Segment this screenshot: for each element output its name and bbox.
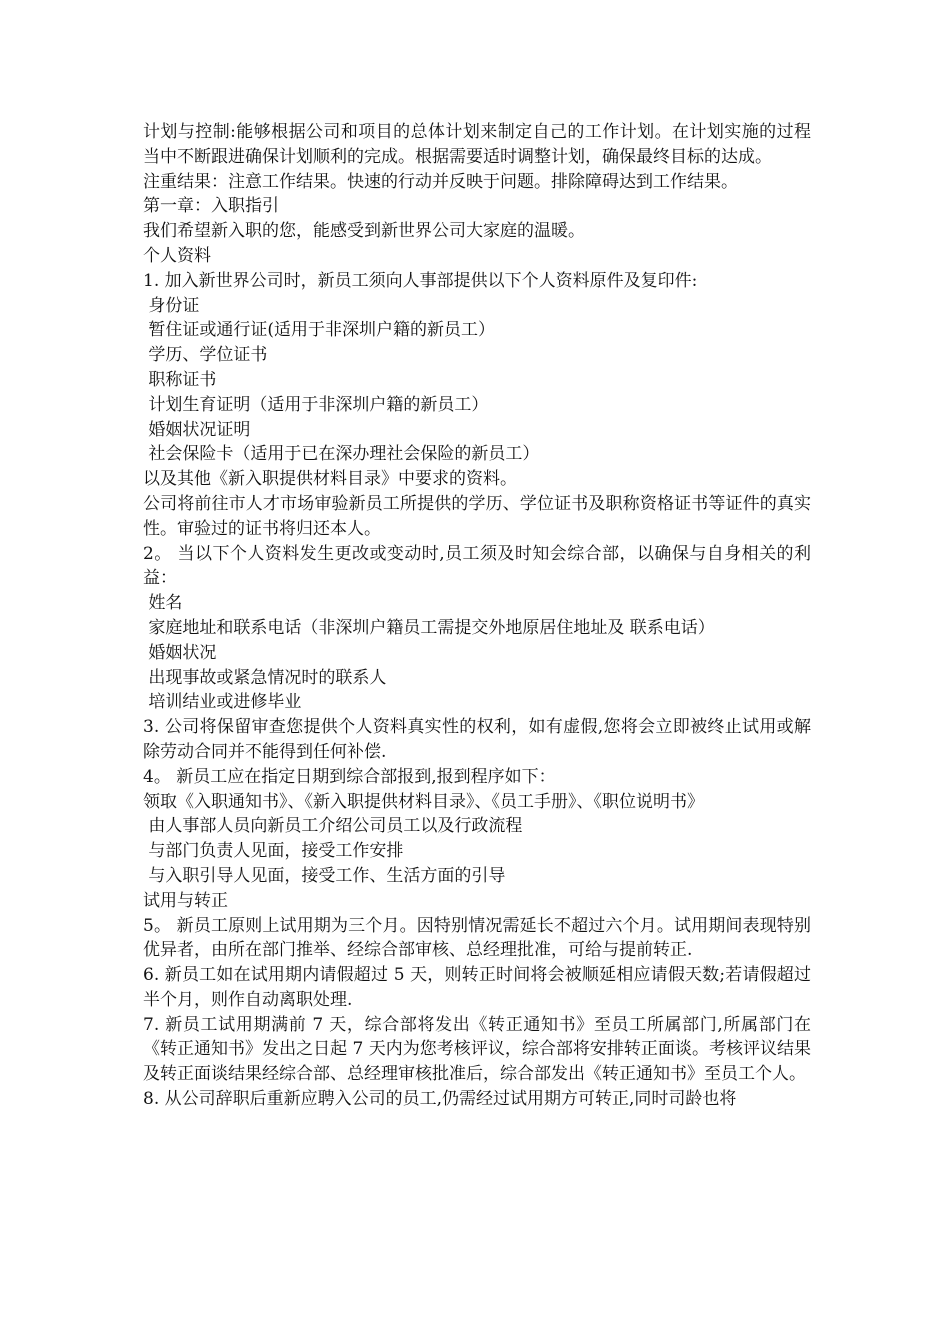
list-item: 家庭地址和联系电话（非深圳户籍员工需提交外地原居住地址及 联系电话） [143,617,715,638]
item-1: 1. 加入新世界公司时，新员工须向人事部提供以下个人资料原件及复印件: [143,270,698,291]
item-5: 5。 新员工原则上试用期为三个月。因特别情况需延长不超过六个月。试用期间表现特别优异者，由所在部门推举、经综合部审核、总经理批准，可给与提前转正. [143,915,811,961]
list-item: 领取《入职通知书》、《新入职提供材料目录》、《员工手册》、《职位说明书》 [143,791,704,812]
welcome-text: 我们希望新入职的您，能感受到新世界公司大家庭的温暖。 [143,221,585,242]
list-item: 与部门负责人见面，接受工作安排 [143,841,404,862]
list-item: 与入职引导人见面，接受工作、生活方面的引导 [143,865,506,886]
list-item: 姓名 [143,593,183,614]
document-page [143,120,811,1112]
list-item: 身份证 [143,295,200,316]
list-item: 社会保险卡（适用于已在深办理社会保险的新员工） [143,444,540,465]
chapter-heading: 第一章：入职指引 [143,196,279,217]
list-item: 职称证书 [143,369,217,390]
list-item: 计划生育证明（适用于非深圳户籍的新员工） [143,394,489,415]
list-item: 出现事故或紧急情况时的联系人 [143,667,387,688]
list-item: 暂住证或通行证(适用于非深圳户籍的新员工） [143,320,496,341]
section-heading-personal-info: 个人资料 [143,245,211,266]
item-3: 3. 公司将保留审查您提供个人资料真实性的权利，如有虚假,您将会立即被终止试用或解除劳动合同并不能得到任何补偿. [143,717,811,762]
list-item: 由人事部人员向新员工介绍公司员工以及行政流程 [143,816,523,837]
list-item: 婚姻状况证明 [143,419,251,440]
list-item: 婚姻状况 [143,642,217,663]
verification-paragraph: 公司将前往市人才市场审验新员工所提供的学历、学位证书及职称资格证书等证件的真实性。审验过的证书将归还本人。 [143,493,811,539]
item-7: 7. 新员工试用期满前 7 天，综合部将发出《转正通知书》至员工所属部门,所属部门在《转正通知书》发出之日起 7 天内为您考核评议，综合部将安排转正面谈。考核评议结果及转正面谈结果经综合部、总经理审核批准后，综合部发出《转正通知书》至员工个人。 [143,1014,811,1085]
paragraph-focus-results: 注重结果：注意工作结果。快速的行动并反映于问题。排除障碍达到工作结果。 [143,171,738,192]
item-4: 4。 新员工应在指定日期到综合部报到,报到程序如下： [143,766,556,787]
section-heading-probation: 试用与转正 [143,890,228,911]
item-8: 8. 从公司辞职后重新应聘入公司的员工,仍需经过试用期方可转正,同时司龄也将 [143,1089,737,1110]
item-2: 2。 当以下个人资料发生更改或变动时,员工须及时知会综合部，以确保与自身相关的利益： [143,543,811,589]
item-6: 6. 新员工如在试用期内请假超过 5 天，则转正时间将会被顺延相应请假天数;若请假超过半个月，则作自动离职处理. [143,965,811,1010]
list-item: 培训结业或进修毕业 [143,692,302,713]
paragraph-plan-control: 计划与控制:能够根据公司和项目的总体计划来制定自己的工作计划。在计划实施的过程当中不断跟进确保计划顺利的完成。根据需要适时调整计划，确保最终目标的达成。 [143,122,811,167]
other-materials-text: 以及其他《新入职提供材料目录》中要求的资料。 [143,469,517,490]
list-item: 学历、学位证书 [143,345,268,366]
